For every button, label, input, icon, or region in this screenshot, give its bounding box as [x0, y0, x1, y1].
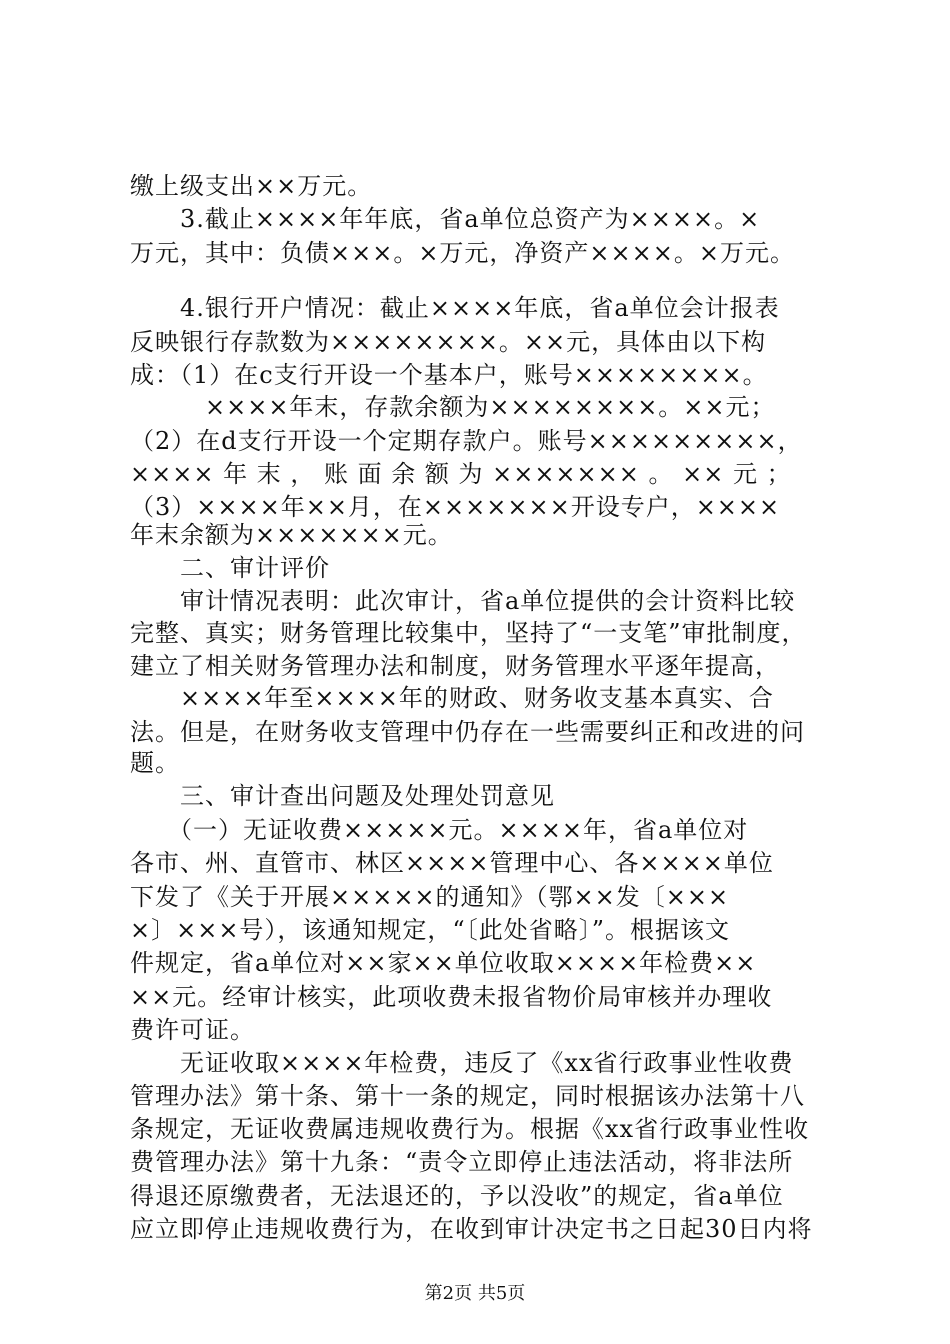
text-line: 条规定，无证收费属违规收费行为。根据《xx省行政事业性收	[130, 1115, 810, 1143]
text-line: 3.截止××××年年底，省a单位总资产为××××。×	[130, 205, 761, 233]
text-line: 完整、真实；财务管理比较集中，坚持了“一支笔”审批制度，	[130, 619, 807, 647]
text-line: 建立了相关财务管理办法和制度，财务管理水平逐年提高，	[130, 652, 780, 680]
text-line: ××××年至××××年的财政、财务收支基本真实、合	[130, 684, 774, 712]
text-line: （3）××××年××月，在×××××××开设专户，××××	[130, 493, 781, 521]
text-line: 无证收取××××年检费，违反了《xx省行政事业性收费	[130, 1049, 794, 1077]
text-line: ××××年末，存款余额为××××××××。××元；	[130, 393, 776, 421]
text-line: 费管理办法》第十九条：“责令立即停止违法活动，将非法所	[130, 1148, 794, 1176]
text-line: 三、审计查出问题及处理处罚意见	[130, 782, 555, 810]
text-line: 件规定，省a单位对××家××单位收取××××年检费××	[130, 949, 757, 977]
text-line: ××元。经审计核实，此项收费未报省物价局审核并办理收	[130, 983, 773, 1011]
text-line: 年末余额为×××××××元。	[130, 521, 453, 549]
text-line: 各市、州、直管市、林区××××管理中心、各××××单位	[130, 849, 774, 877]
text-line: 得退还原缴费者，无法退还的，予以没收”的规定，省a单位	[130, 1182, 784, 1210]
text-line: （一）无证收费×××××元。××××年，省a单位对	[130, 816, 749, 844]
text-line: 管理办法》第十条、第十一条的规定，同时根据该办法第十八	[130, 1082, 805, 1110]
text-line: 万元，其中：负债×××。×万元，净资产××××。×万元。	[130, 239, 795, 267]
page-footer: 第2页 共5页	[424, 1283, 526, 1304]
text-line: 缴上级支出××万元。	[130, 172, 373, 200]
text-line: 4.银行开户情况：截止××××年底，省a单位会计报表	[130, 294, 780, 322]
text-line: 法。但是，在财务收支管理中仍存在一些需要纠正和改进的问	[130, 718, 805, 746]
text-line: ×××× 年 末 ， 账 面 余 额 为 ××××××× 。 ×× 元 ；	[130, 460, 792, 488]
text-line: （2）在d支行开设一个定期存款户。账号×××××××××，	[130, 427, 803, 455]
text-line: 成：（1）在c支行开设一个基本户，账号××××××××。	[130, 361, 768, 389]
text-line: 应立即停止违规收费行为，在收到审计决定书之日起30日内将	[130, 1215, 813, 1243]
text-line: 反映银行存款数为××××××××。××元，具体由以下构	[130, 328, 767, 356]
text-line: 下发了《关于开展×××××的通知》（鄂××发〔×××	[130, 883, 730, 911]
text-line: 审计情况表明：此次审计，省a单位提供的会计资料比较	[130, 587, 796, 615]
text-line: 二、审计评价	[130, 554, 330, 582]
text-line: 题。	[130, 749, 180, 777]
text-line: 费许可证。	[130, 1016, 255, 1044]
text-line: ×〕×××号），该通知规定，“〔此处省略〕”。根据该文	[130, 916, 730, 944]
